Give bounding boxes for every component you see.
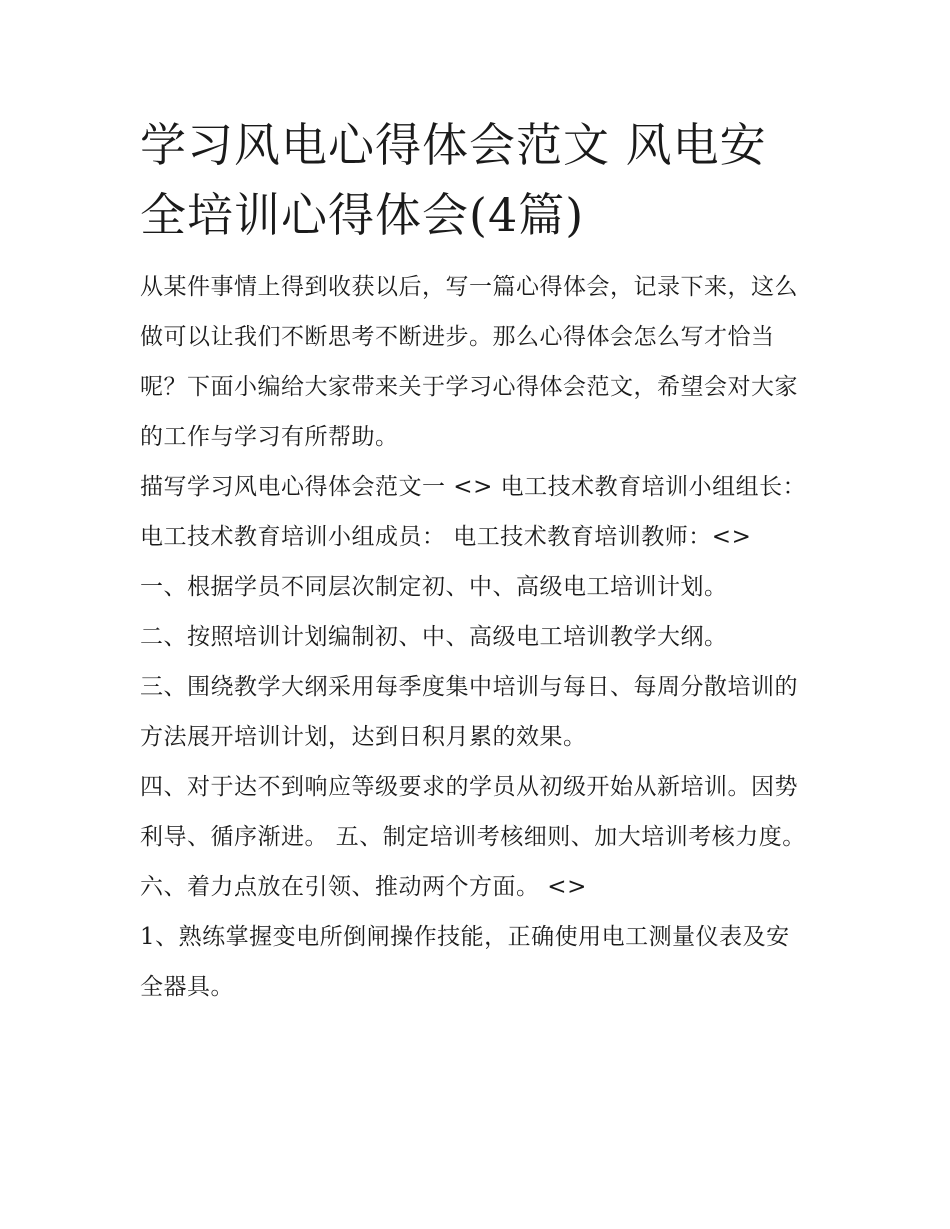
list-item-4: 四、对于达不到响应等级要求的学员从初级开始从新培训。因势利导、循序渐进。 五、制定培训考核细则、加大培训考核力度。 六、着力点放在引领、推动两个方面。 <> xyxy=(140,774,806,900)
numbered-item-1: 1、熟练掌握变电所倒闸操作技能，正确使用电工测量仪表及安全器具。 xyxy=(140,924,790,1000)
list-item-2: 二、按照培训计划编制初、中、高级电工培训教学大纲。 xyxy=(140,624,728,650)
list-item-3: 三、围绕教学大纲采用每季度集中培训与每日、每周分散培训的方法展开培训计划，达到日积月累的效果。 xyxy=(140,674,798,750)
document-title: 学习风电心得体会范文 风电安全培训心得体会(4篇) xyxy=(140,118,767,242)
list-item-1: 一、根据学员不同层次制定初、中、高级电工培训计划。 xyxy=(140,574,728,600)
section-one-heading: 描写学习风电心得体会范文一 <> 电工技术教育培训小组组长： 电工技术教育培训小组成员： 电工技术教育培训教师：<> xyxy=(140,474,807,550)
intro-paragraph: 从某件事情上得到收获以后，写一篇心得体会，记录下来，这么做可以让我们不断思考不断进步。那么心得体会怎么写才恰当呢？下面小编给大家带来关于学习心得体会范文，希望会对大家的工作与学习有所帮助。 xyxy=(140,274,798,450)
document-page xyxy=(140,110,812,1012)
